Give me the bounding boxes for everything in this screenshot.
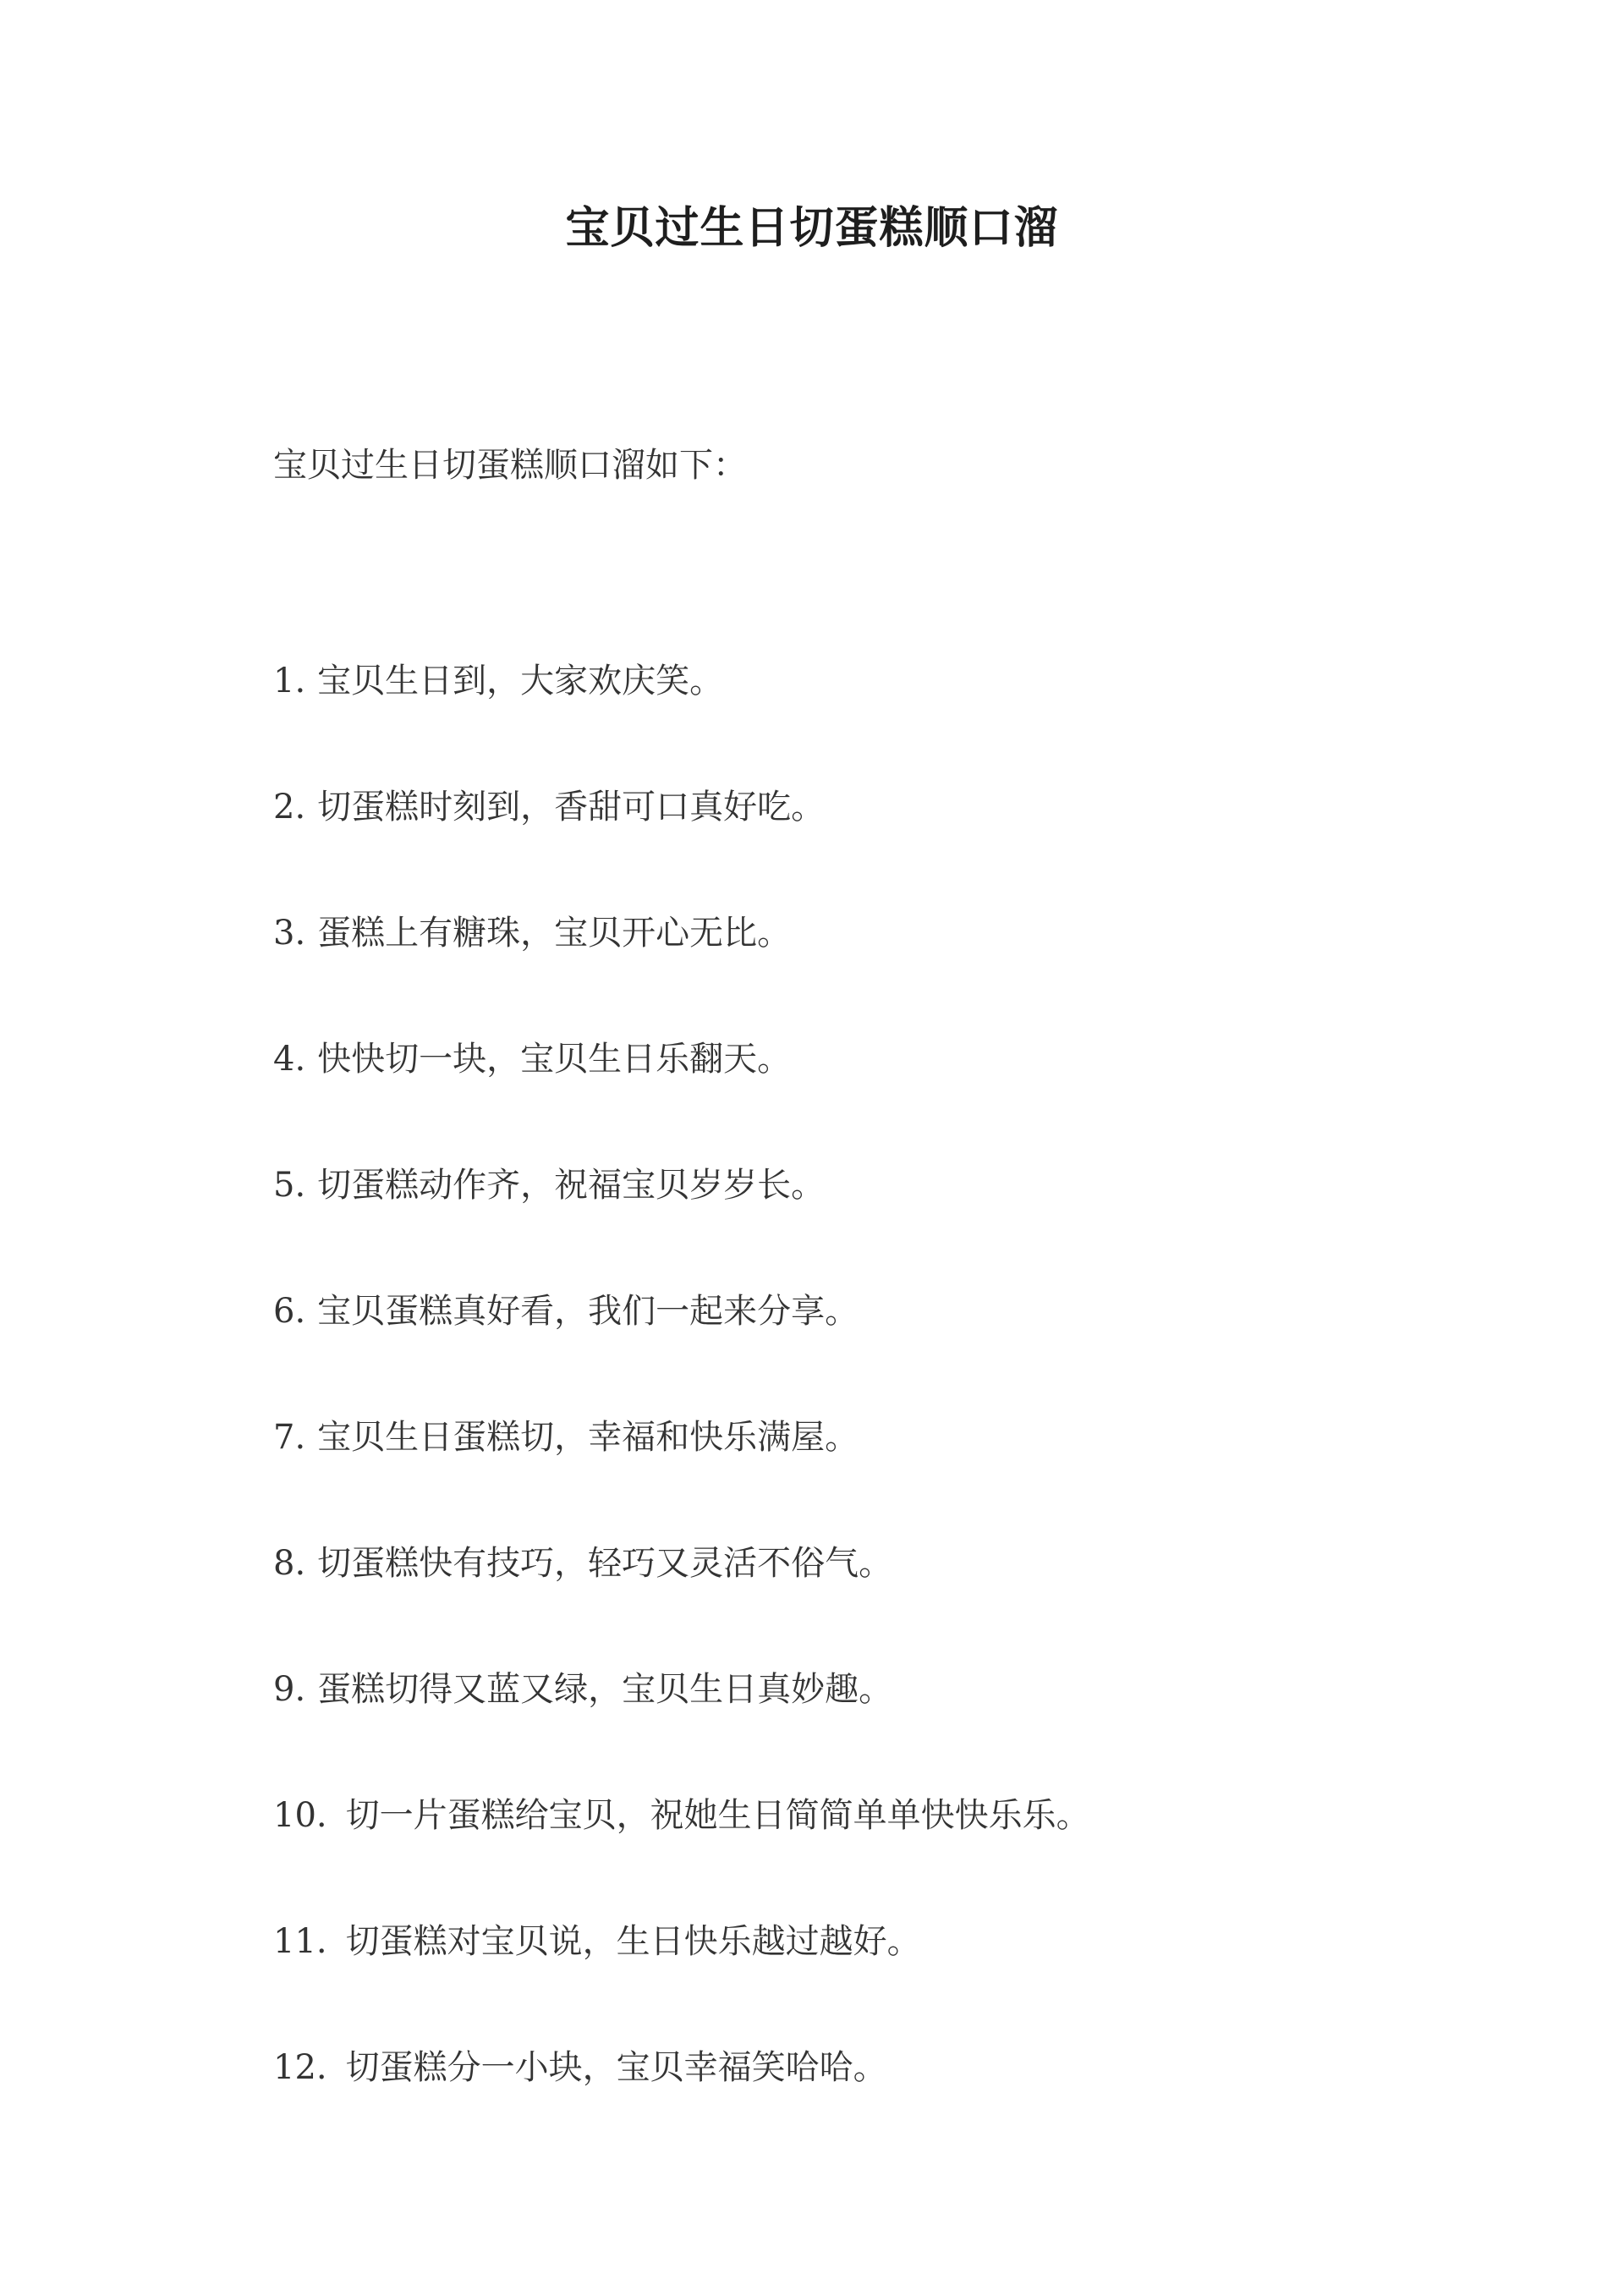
item-number: 11. [273,1922,327,1961]
item-number: 4. [273,1040,306,1079]
item-number: 7. [273,1418,306,1457]
item-text: 切蛋糕对宝贝说，生日快乐越过越好。 [345,1922,921,1961]
list-item [273,1538,1090,1664]
document-title: 宝贝过生日切蛋糕顺口溜 [565,202,1059,254]
list-item [273,1664,1090,1790]
list-item [273,656,1090,782]
list-item [273,2042,1090,2168]
item-text: 切蛋糕时刻到，香甜可口真好吃。 [317,788,826,827]
item-text: 切一片蛋糕给宝贝，祝她生日简简单单快快乐乐。 [345,1796,1090,1835]
item-text: 切蛋糕动作齐，祝福宝贝岁岁长。 [317,1166,826,1205]
item-text: 宝贝蛋糕真好看，我们一起来分享。 [317,1292,859,1331]
list-item [273,1412,1090,1538]
item-number: 3. [273,914,306,953]
rhyme-list [273,656,1090,2168]
list-item [273,1034,1090,1160]
item-text: 快快切一块，宝贝生日乐翻天。 [317,1040,792,1079]
list-item [273,1790,1090,1916]
item-number: 9. [273,1670,306,1709]
item-text: 切蛋糕快有技巧，轻巧又灵活不俗气。 [317,1544,893,1583]
item-text: 蛋糕上有糖珠，宝贝开心无比。 [317,914,792,953]
list-item [273,782,1090,908]
item-text: 切蛋糕分一小块，宝贝幸福笑哈哈。 [345,2048,887,2087]
item-number: 8. [273,1544,306,1583]
item-number: 12. [273,2048,327,2087]
intro-paragraph: 宝贝过生日切蛋糕顺口溜如下： [273,446,747,485]
item-text: 宝贝生日到，大家欢庆笑。 [317,662,724,700]
item-text: 蛋糕切得又蓝又绿，宝贝生日真妙趣。 [317,1670,893,1709]
item-number: 5. [273,1166,306,1205]
item-number: 1. [273,662,306,700]
list-item [273,1160,1090,1286]
list-item [273,1286,1090,1412]
item-number: 10. [273,1796,327,1835]
item-text: 宝贝生日蛋糕切，幸福和快乐满屋。 [317,1418,859,1457]
list-item [273,908,1090,1034]
item-number: 6. [273,1292,306,1331]
list-item [273,1916,1090,2042]
item-number: 2. [273,788,306,827]
